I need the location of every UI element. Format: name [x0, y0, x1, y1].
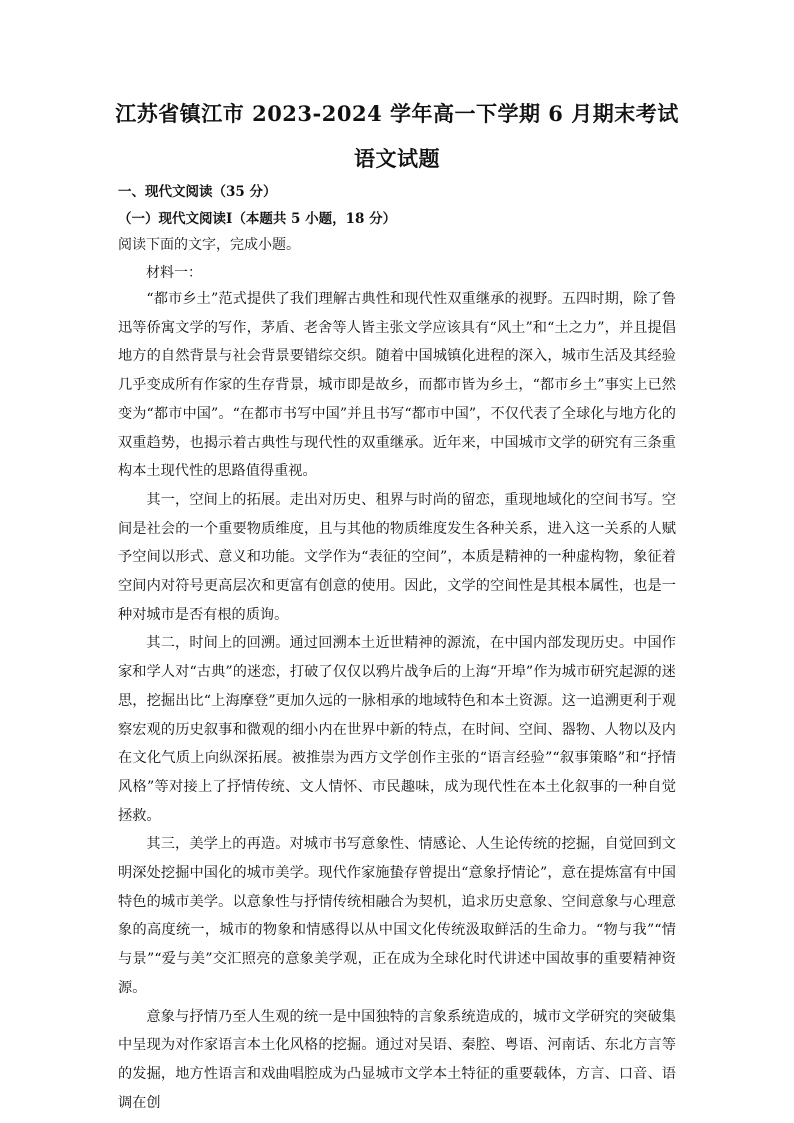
- section-heading: 一、现代文阅读（35 分）: [118, 184, 277, 200]
- material-label: 材料一：: [146, 265, 202, 281]
- paragraph-language: 意象与抒情乃至人生观的统一是中国独特的言象系统造成的，城市文学研究的突破集中呈现为对作家语言本土化风格的挖掘。通过对吴语、秦腔、粤语、河南话、东北方言等的发掘，地方性语言和戏曲唱腔成为凸显城市文学本土特征的重要载体，方言、口音、语调在创: [118, 1008, 676, 1111]
- instruction-text: 阅读下面的文字，完成小题。: [118, 237, 300, 253]
- paragraph-aesthetics: 其三，美学上的再造。对城市书写意象性、情感论、人生论传统的挖掘，自觉回到文明深处挖掘中国化的城市美学。现代作家施蛰存曾提出“意象抒情论”，意在提炼富有中国特色的城市美学。以意象性与抒情传统相融合为契机，追求历史意象、空间意象与心理意象的高度统一，城市的物象和情感得以从中国文化传统汲取鲜活的生命力。“物与我”“情与景”“爱与美”交汇照亮的意象美学观，正在成为全球化时代讲述中国故事的重要精神资源。: [118, 836, 676, 996]
- paragraph-time: 其二，时间上的回溯。通过回溯本土近世精神的源流，在中国内部发现历史。中国作家和学人对“古典”的迷恋，打破了仅仅以鸦片战争后的上海“开埠”作为城市研究起源的迷思，挖掘出比“上海摩登”更加久远的一脉相承的地域特色和本土资源。这一追溯更利于观察宏观的历史叙事和微观的细小内在世界中新的特点，在时间、空间、器物、人物以及内在文化气质上向纵深拓展。被推崇为西方文学创作主张的“语言经验”“叙事策略”和“抒情风格”等对接上了抒情传统、文人情怀、市民趣味，成为现代性在本土化叙事的一种自觉拯救。: [118, 635, 676, 824]
- document-subtitle: 语文试题: [354, 146, 440, 171]
- paragraph-intro: “都市乡土”范式提供了我们理解古典性和现代性双重继承的视野。五四时期，除了鲁迅等侨寓文学的写作，茅盾、老舍等人皆主张文学应该具有“风土”和“土之力”，并且提倡地方的自然背景与社会背景要错综交织。随着中国城镇化进程的深入，城市生活及其经验几乎变成所有作家的生存背景，城市即是故乡，而都市皆为乡土，“都市乡土”事实上已然变为“都市中国”。“在都市书写中国”并且书写“都市中国”，不仅代表了全球化与地方化的双重趋势，也揭示着古典性与现代性的双重继承。近年来，中国城市文学的研究有三条重构本土现代性的思路值得重视。: [118, 291, 676, 480]
- article-body: [118, 285, 676, 1117]
- subsection-heading: （一）现代文阅读Ⅰ（本题共 5 小题，18 分）: [118, 211, 397, 227]
- paragraph-space: 其一，空间上的拓展。走出对历史、租界与时尚的留恋，重现地域化的空间书写。空间是社会的一个重要物质维度，且与其他的物质维度发生各种关系，进入这一关系的人赋予空间以形式、意义和功能。文学作为“表征的空间”，本质是精神的一种虚构物，象征着空间内对符号更高层次和更富有创意的使用。因此，文学的空间性是其根本属性，也是一种对城市是否有根的质询。: [118, 491, 676, 623]
- document-title: 江苏省镇江市 2023-2024 学年高一下学期 6 月期末考试: [115, 101, 679, 126]
